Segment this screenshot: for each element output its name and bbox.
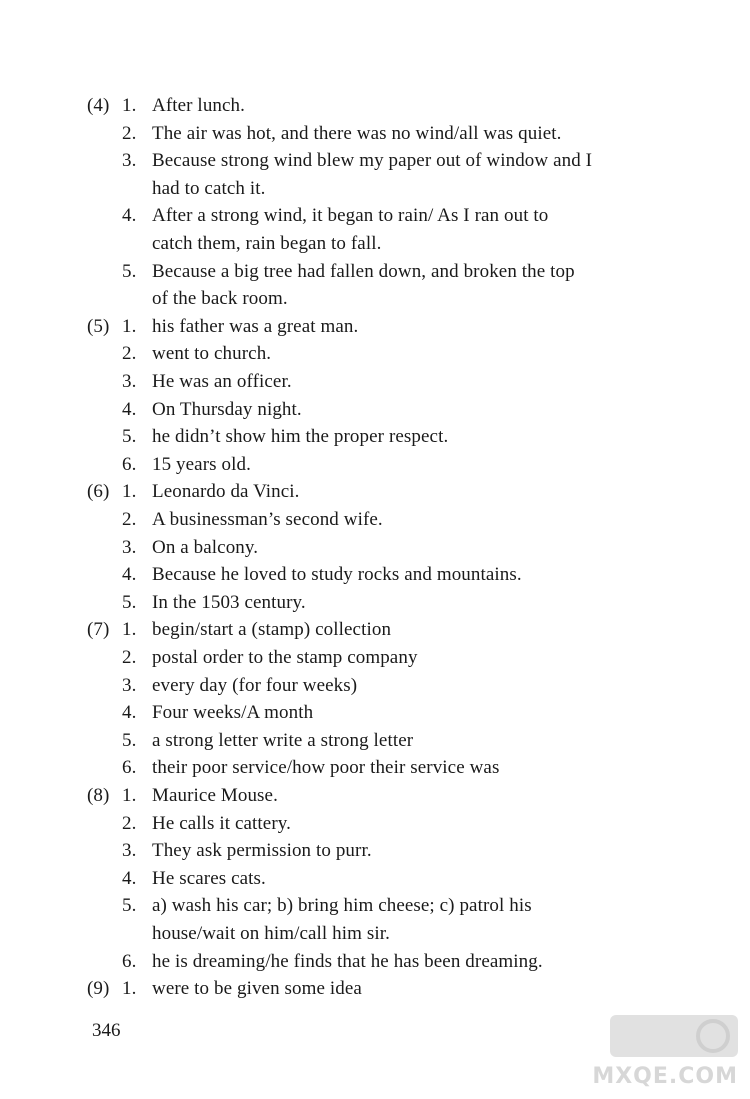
answer-text: postal order to the stamp company bbox=[152, 647, 418, 668]
answer-text: a strong letter write a strong letter bbox=[152, 730, 414, 751]
answer-text: They ask permission to purr. bbox=[152, 840, 372, 861]
answer-text: a) wash his car; b) bring him cheese; c) patrol his bbox=[152, 895, 532, 916]
item-number: 2. bbox=[122, 509, 137, 530]
section-label: (8) bbox=[87, 785, 110, 806]
answer-text: every day (for four weeks) bbox=[152, 675, 358, 696]
answer-text: catch them, rain began to fall. bbox=[152, 233, 382, 254]
answer-text: Maurice Mouse. bbox=[152, 785, 278, 806]
answer-text: After lunch. bbox=[152, 95, 245, 116]
answer-text: of the back room. bbox=[152, 288, 288, 309]
item-number: 4. bbox=[122, 868, 137, 889]
item-number: 2. bbox=[122, 647, 137, 668]
section-label: (4) bbox=[87, 95, 110, 116]
item-number: 5. bbox=[122, 730, 137, 751]
item-number: 4. bbox=[122, 702, 137, 723]
watermark-logo bbox=[592, 1013, 742, 1093]
answer-text: Because a big tree had fallen down, and broken the top bbox=[152, 261, 575, 282]
answer-text: their poor service/how poor their service was bbox=[152, 757, 500, 778]
item-number: 1. bbox=[122, 619, 137, 640]
answer-text: Four weeks/A month bbox=[152, 702, 314, 723]
answer-text: He calls it cattery. bbox=[152, 813, 291, 834]
answer-text: his father was a great man. bbox=[152, 316, 359, 337]
answer-text: After a strong wind, it began to rain/ As I ran out to bbox=[152, 205, 549, 226]
answer-text: he didn’t show him the proper respect. bbox=[152, 426, 449, 447]
answer-text: A businessman’s second wife. bbox=[152, 509, 383, 530]
item-number: 1. bbox=[122, 481, 137, 502]
section-label: (5) bbox=[87, 316, 110, 337]
item-number: 3. bbox=[122, 840, 137, 861]
answer-text: had to catch it. bbox=[152, 178, 266, 199]
item-number: 5. bbox=[122, 426, 137, 447]
answer-text: Because strong wind blew my paper out of window and I bbox=[152, 150, 593, 171]
answer-text: begin/start a (stamp) collection bbox=[152, 619, 392, 640]
watermark-text: MXQE.COM bbox=[592, 1064, 738, 1089]
answer-text: went to church. bbox=[152, 343, 272, 364]
item-number: 4. bbox=[122, 564, 137, 585]
item-number: 6. bbox=[122, 951, 137, 972]
item-number: 1. bbox=[122, 316, 137, 337]
answer-text: house/wait on him/call him sir. bbox=[152, 923, 390, 944]
item-number: 4. bbox=[122, 399, 137, 420]
page-number: 346 bbox=[92, 1020, 121, 1041]
item-number: 3. bbox=[122, 150, 137, 171]
answer-text: were to be given some idea bbox=[152, 978, 362, 999]
item-number: 1. bbox=[122, 95, 137, 116]
item-number: 1. bbox=[122, 978, 137, 999]
item-number: 4. bbox=[122, 205, 137, 226]
answer-text: Because he loved to study rocks and mountains. bbox=[152, 564, 522, 585]
item-number: 6. bbox=[122, 454, 137, 475]
item-number: 5. bbox=[122, 895, 137, 916]
item-number: 5. bbox=[122, 592, 137, 613]
answer-text: he is dreaming/he finds that he has been dreaming. bbox=[152, 951, 543, 972]
item-number: 3. bbox=[122, 675, 137, 696]
answer-text: Leonardo da Vinci. bbox=[152, 481, 300, 502]
answer-text: On a balcony. bbox=[152, 537, 259, 558]
answer-text: He was an officer. bbox=[152, 371, 292, 392]
item-number: 2. bbox=[122, 123, 137, 144]
item-number: 5. bbox=[122, 261, 137, 282]
section-label: (7) bbox=[87, 619, 110, 640]
section-label: (9) bbox=[87, 978, 110, 999]
item-number: 6. bbox=[122, 757, 137, 778]
answer-text: On Thursday night. bbox=[152, 399, 302, 420]
answer-text: The air was hot, and there was no wind/all was quiet. bbox=[152, 123, 562, 144]
answer-text: In the 1503 century. bbox=[152, 592, 306, 613]
section-label: (6) bbox=[87, 481, 110, 502]
item-number: 3. bbox=[122, 371, 137, 392]
answer-text: 15 years old. bbox=[152, 454, 251, 475]
answer-text: He scares cats. bbox=[152, 868, 266, 889]
item-number: 3. bbox=[122, 537, 137, 558]
watermark-circle-icon bbox=[696, 1019, 730, 1053]
item-number: 1. bbox=[122, 785, 137, 806]
item-number: 2. bbox=[122, 813, 137, 834]
item-number: 2. bbox=[122, 343, 137, 364]
